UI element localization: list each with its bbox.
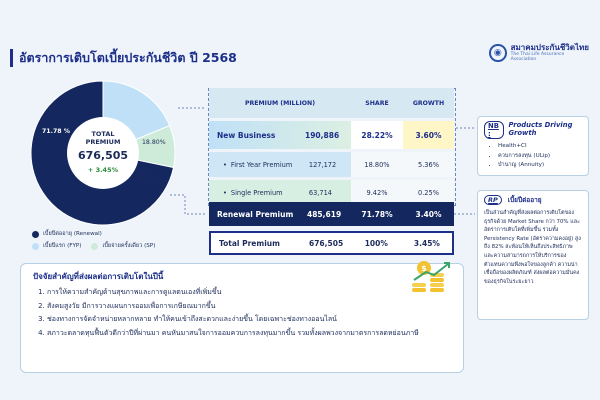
- legend-item-renewal: [32, 228, 155, 240]
- table-row-total: [209, 231, 454, 255]
- total-growth: 3.45%: [413, 238, 440, 248]
- coin-stack-growth-icon: [408, 258, 456, 298]
- single-premium: 63,714: [308, 188, 332, 197]
- slice-label-fyp: 18.80%: [142, 139, 166, 146]
- tlaa-logo: [489, 38, 589, 68]
- nb-header: [484, 121, 582, 139]
- table-row-first-year: [209, 152, 454, 177]
- first-year-share: 18.80%: [351, 152, 403, 177]
- total-label-cell: [211, 233, 351, 253]
- single-growth: 0.25%: [403, 180, 454, 205]
- renewal-growth: 3.40%: [415, 209, 442, 219]
- header-growth: GROWTH: [412, 99, 445, 107]
- factor-item: 2. สังคมสูงวัย มีการวางแผนการออมเพื่อการเกษียณมากขึ้น: [47, 300, 451, 314]
- total-share: 100%: [364, 238, 388, 248]
- single-label: Single Premium: [230, 188, 283, 197]
- new-business-premium: 190,886: [305, 130, 340, 140]
- rp-body-text: เป็นส่วนสำคัญที่ส่งผลต่อการเติบโตของธุรกิจด้วย Market Share กว่า 70% และอัตราการเติบโตที่เพิ่มขึ้น รวมทั้ง Persistency Rate (อัตราความคงอยู่) สูงถึง 82% สะท้อนให้เห็นถึงประสิทธิภาพและความสามารถการให้บริการของตัวแทนความพึงพอใจของลูกค้า ความน่าเชื่อถือของผลิตภัณฑ์ ส่งผลต่อความมั่นคงของธุรกิจในระยะยาว: [484, 210, 581, 285]
- table-row-new-business: [209, 121, 454, 149]
- logo-subtitle: The Thai Life Assurance Association: [510, 52, 565, 63]
- total-premium: 676,505: [309, 238, 344, 248]
- nb-product-list: [484, 142, 582, 171]
- factor-item: 1. การให้ความสำคัญด้านสุขภาพและการดูแลตนเองที่เพิ่มขึ้น: [47, 286, 451, 300]
- header-premium: PREMIUM (MILLION): [244, 99, 316, 107]
- donut-center-value: 676,505: [77, 149, 129, 162]
- factor-item: 3. ช่องทางการจัดจำหน่ายหลากหลาย ทำให้คนเข้าถึงสะดวกและง่ายขึ้น โดยเฉพาะช่องทางออนไลน์: [47, 313, 451, 327]
- first-year-label-cell: [209, 152, 351, 177]
- table-row-renewal: [209, 202, 454, 226]
- new-business-label: New Business: [217, 130, 276, 140]
- renewal-label-cell: [209, 202, 351, 226]
- rp-tag: RP: [484, 195, 502, 205]
- donut-center-label-2: PREMIUM: [85, 138, 121, 146]
- legend-dot-sp: [91, 243, 98, 250]
- first-year-growth: 5.36%: [403, 152, 454, 177]
- nb-product-item: • บำนาญ (Annuity): [498, 161, 582, 171]
- slice-label-sp: 9.42%: [135, 174, 155, 181]
- svg-text:$: $: [421, 264, 427, 273]
- nb-title: Products Driving Growth: [508, 121, 573, 137]
- donut-center-growth: + 3.45%: [87, 166, 119, 174]
- nb-product-item: • ควบการลงทุน (ULip): [498, 152, 582, 162]
- premium-table: [209, 88, 454, 205]
- renewal-share: 71.78%: [361, 209, 393, 219]
- legend-dot-renewal: [32, 231, 39, 238]
- bullet: •: [223, 188, 227, 197]
- growth-factors-box: [20, 263, 464, 373]
- nb-product-item: • Health+CI: [498, 142, 582, 152]
- logo-text: [511, 44, 589, 63]
- premium-donut-chart: [28, 78, 178, 228]
- first-year-label: First Year Premium: [230, 160, 293, 169]
- legend-label-fyp: เบี้ยปีแรก (FYP): [43, 243, 82, 249]
- slice-label-renewal: 71.78 %: [42, 128, 70, 135]
- table-header: [209, 88, 454, 118]
- page-title-bar: [10, 47, 260, 69]
- factors-title: ปัจจัยสำคัญที่ส่งผลต่อการเติบโตในปีนี้: [33, 272, 164, 281]
- first-year-premium: 127,172: [308, 160, 337, 169]
- tlaa-logo-icon: ◉: [489, 44, 507, 62]
- legend-label-sp: เบี้ยจ่ายครั้งเดียว (SP): [102, 243, 156, 249]
- legend-dot-fyp: [32, 243, 39, 250]
- rp-renewal-box: [477, 190, 589, 320]
- factors-list: [33, 286, 451, 340]
- header-share: SHARE: [365, 99, 389, 107]
- renewal-premium: 485,619: [307, 209, 342, 219]
- new-business-growth: 3.60%: [403, 121, 454, 149]
- title-accent: [10, 49, 13, 67]
- bullet: •: [223, 160, 227, 169]
- nb-tag: NB :: [484, 121, 504, 139]
- logo-name: สมาคมประกันชีวิตไทย: [510, 42, 589, 52]
- donut-center-label-1: TOTAL: [91, 130, 115, 138]
- new-business-share: 28.22%: [351, 121, 403, 149]
- legend-item-fyp-sp: [32, 240, 155, 252]
- renewal-label: Renewal Premium: [217, 209, 294, 219]
- legend-label-renewal: เบี้ยปีต่ออายุ (Renewal): [43, 231, 102, 237]
- page-title: อัตราการเติบโตเบี้ยประกันชีวิต ปี 2568: [19, 50, 237, 65]
- rp-title: เบี้ยปีต่ออายุ: [507, 196, 542, 204]
- single-share: 9.42%: [351, 180, 403, 205]
- total-label: Total Premium: [219, 238, 280, 248]
- nb-products-box: [477, 116, 589, 176]
- rp-header: [484, 195, 582, 205]
- factor-item: 4. สภาวะตลาดทุนฟื้นตัวดีกว่าปีที่ผ่านมา คนหันมาสนใจการออมควบการลงทุนมากขึ้น รวมทั้งผลพวงจากมาตรการลดหย่อนภาษี: [47, 327, 451, 341]
- donut-legend: [32, 228, 155, 252]
- new-business-label-cell: [209, 121, 351, 149]
